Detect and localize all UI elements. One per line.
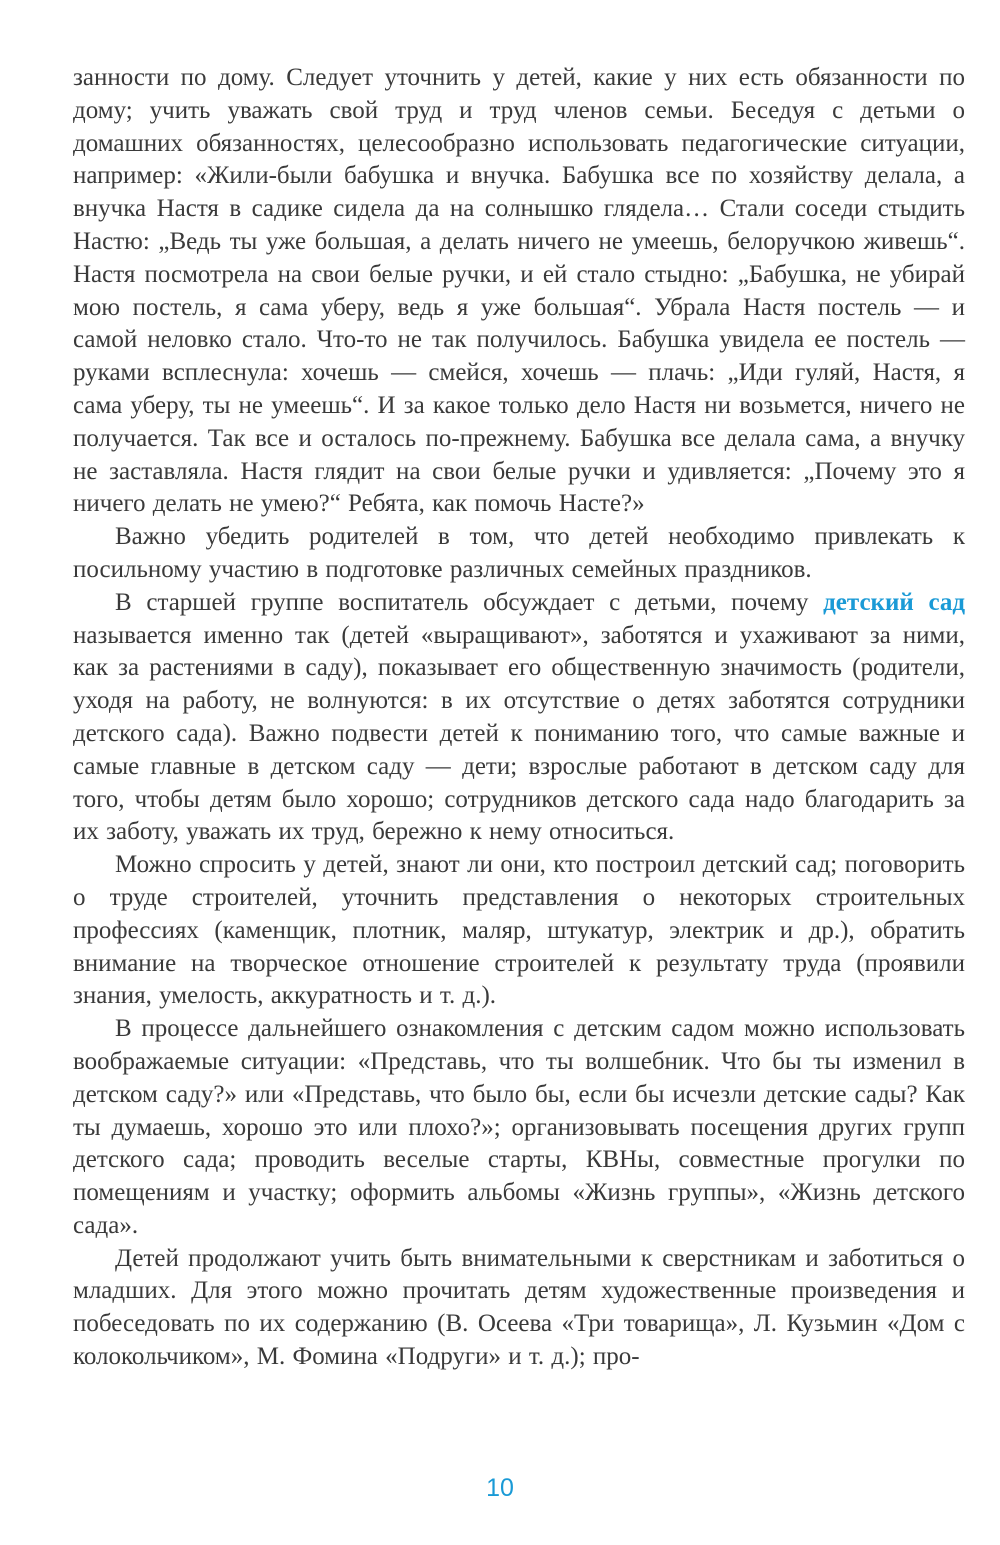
paragraph-kindergarten-rest: называется именно так (детей «выращивают», заботятся и ухаживают за ними, как за растениями в саду), показывает его общественную значимость (родители, уходя на работу, не волнуются: в их отсутствие о детях заботятся сотрудники детского сада). Важно подвести детей к пониманию того, что самые важные и самые главные в детском саду — дети; взрослые работают в детском саду для того, чтобы детям было хорошо; сотрудников детского сада надо благодарить за их заботу, уважать их труд, бережно к нему относиться. [73, 621, 965, 846]
paragraph-kindergarten [73, 587, 965, 849]
paragraph-continued: занности по дому. Следует уточнить у детей, какие у них есть обязанности по дому; учить уважать свой труд и труд членов семьи. Беседуя с детьми о домашних обязанностях, целесообразно использовать педагогические ситуации, например: «Жили-были бабушка и внучка. Бабушка все по хозяйству делала, а внучка Настя в садике сидела да на солнышко глядела… Стали соседи стыдить Настю: „Ведь ты уже большая, а делать ничего не умеешь, белоручкою живешь“. Настя посмотрела на свои белые ручки, и ей стало стыдно: „Бабушка, не убирай мою постель, я сама уберу, ведь я уже большая“. Убрала Настя постель — и самой неловко стало. Что-то не так получилось. Бабушка увидела ее постель — руками всплеснула: хочешь — смейся, хочешь — плачь: „Иди гуляй, Настя, я сама уберу, ты не умеешь“. И за какое только дело Настя ни возьмется, ничего не получается. Так все и осталось по-прежнему. Бабушка все делала сама, а внучку не заставляла. Настя глядит на свои белые ручки и удивляется: „Почему это я ничего делать не умею?“ Ребята, как помочь Насте?» [73, 64, 965, 518]
paragraph-attentiveness: Детей продолжают учить быть внимательными к сверстникам и заботиться о младших. Для этого можно прочитать детям художественные произведения и побеседовать по их содержанию (В. Осеева «Три товарища», Л. Кузьмин «Дом с колокольчиком», М. Фомина «Подруги» и т. д.); про- [73, 1244, 965, 1371]
highlighted-term: детский сад [823, 588, 965, 616]
paragraph-parents: Важно убедить родителей в том, что детей необходимо привлекать к посильному участию в подготовке различных семейных праздников. [73, 523, 965, 583]
body-text [73, 62, 965, 1374]
page-number: 10 [486, 1474, 514, 1502]
paragraph-builders: Можно спросить у детей, знают ли они, кто построил детский сад; поговорить о труде строителей, уточнить представления о некоторых строительных профессиях (каменщик, плотник, маляр, штукатур, электрик и др.), обратить внимание на творческое отношение строителей к результату труда (проявили знания, умелость, аккуратность и т. д.). [73, 851, 965, 1010]
paragraph-imaginary-situations: В процессе дальнейшего ознакомления с детским садом можно использовать воображаемые ситуации: «Представь, что ты волшебник. Что бы ты изменил в детском саду?» или «Представь, что было бы, если бы исчезли детские сады? Как ты думаешь, хорошо это или плохо?»; организовывать посещения других групп детского сада; проводить веселые старты, КВНы, совместные прогулки по помещениям и участку; оформить альбомы «Жизнь группы», «Жизнь детского сада». [73, 1015, 965, 1239]
paragraph-kindergarten-start: В старшей группе воспитатель обсуждает с детьми, почему [115, 588, 824, 616]
